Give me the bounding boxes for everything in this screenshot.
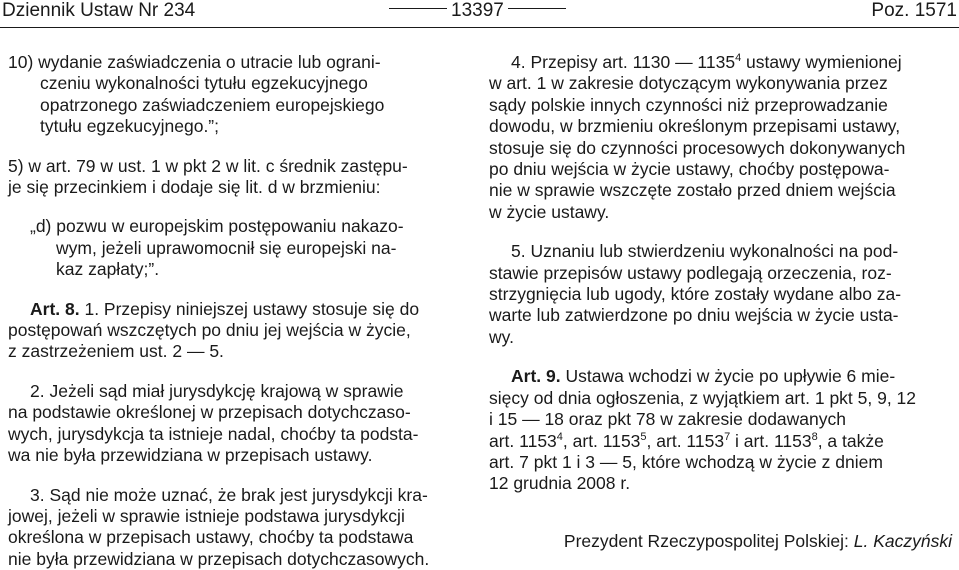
superscript: 4 [557, 431, 563, 443]
text-span: 1. Przepisy niniejszej ustawy stosuje się do [80, 299, 419, 319]
text-line: sięcy od dnia ogłoszenia, z wyjątkiem art. 1 pkt 5, 9, 12 [489, 388, 952, 409]
text-line: wy. [489, 327, 952, 348]
text-line: stawie przepisów ustawy podlegają orzeczenia, roz- [489, 263, 952, 284]
text-span: ustawy wymienionej [741, 52, 901, 72]
text-line: jowej, jeżeli w sprawie istnieje podstawa jurysdykcji [8, 506, 467, 527]
text-line: 5) w art. 79 w ust. 1 w pkt 2 w lit. c średnik zastępu- [8, 156, 467, 177]
text-line: po dniu wejścia w życie ustawy, choćby postępowa- [489, 159, 952, 180]
text-line: je się przecinkiem i dodaje się lit. d w brzmieniu: [8, 177, 467, 198]
text-line [489, 52, 952, 73]
article-label: Art. 9. [511, 366, 561, 386]
text-line: i 15 — 18 oraz pkt 78 w zakresie dodawanych [489, 409, 952, 430]
text-span: Ustawa wchodzi w życie po upływie 6 mie- [561, 366, 896, 386]
letter-d [8, 216, 467, 280]
paragraph-2 [8, 381, 467, 467]
superscript: 4 [735, 52, 741, 64]
text-line: tytułu egzekucyjnego.”; [8, 116, 467, 137]
header-rule [0, 27, 959, 28]
text-line: w art. 1 w zakresie dotyczącym wykonywania przez [489, 73, 952, 94]
text-line: warte lub zatwierdzone po dniu wejścia w życie usta- [489, 305, 952, 326]
text-line: sądy polskie innych czynności niż przeprowadzanie [489, 95, 952, 116]
text-line: dowodu, w brzmieniu określonym przepisami ustawy, [489, 116, 952, 137]
page-number-text: 13397 [451, 0, 504, 21]
text-line: stosuje się do czynności procesowych dokonywanych [489, 138, 952, 159]
text-line: z zastrzeżeniem ust. 2 — 5. [8, 341, 467, 362]
signature-prefix: Prezydent Rzeczypospolitej Polskiej: [564, 531, 854, 551]
article-8 [8, 299, 467, 363]
text-line: wych, jurysdykcja ta istnieje nadal, choćby ta podsta- [8, 424, 467, 445]
superscript: 8 [812, 431, 818, 443]
text-span: , art. 1153 [563, 431, 641, 451]
superscript: 5 [640, 431, 646, 443]
text-line [489, 431, 952, 452]
dash-left [389, 8, 447, 9]
text-span: , art. 1153 [647, 431, 725, 451]
text-line: w życie ustawy. [489, 202, 952, 223]
text-line: 10) wydanie zaświadczenia o utracie lub ograni- [8, 52, 467, 73]
point-10 [8, 52, 467, 138]
article-9 [489, 366, 952, 494]
text-line [8, 299, 467, 320]
article-label: Art. 8. [30, 299, 80, 319]
text-line: postępowań wszczętych po dniu jej wejścia w życie, [8, 320, 467, 341]
text-line: określona w przepisach ustawy, choćby ta podstawa [8, 527, 467, 548]
paragraph-4 [489, 52, 952, 223]
text-line: opatrzonego zaświadczeniem europejskiego [8, 95, 467, 116]
text-span: i art. 1153 [730, 431, 811, 451]
page-header [0, 0, 959, 24]
text-span: 4. Przepisy art. 1130 — 1135 [511, 52, 735, 72]
dash-right [508, 8, 566, 9]
position-number: Poz. 1571 [871, 0, 957, 22]
text-line: 2. Jeżeli sąd miał jurysdykcję krajową w sprawie [8, 381, 467, 402]
text-line: czeniu wykonalności tytułu egzekucyjnego [8, 73, 467, 94]
signature [489, 531, 952, 552]
text-line: nie była przewidziana w przepisach dotychczasowych. [8, 549, 467, 570]
text-line: kaz zapłaty;”. [8, 259, 467, 280]
text-line: strzygnięcia lub ugody, które zostały wydane albo za- [489, 284, 952, 305]
page-number [385, 0, 560, 22]
text-line: art. 7 pkt 1 i 3 — 5, które wchodzą w życie z dniem [489, 452, 952, 473]
text-line [489, 366, 952, 387]
right-column [489, 52, 952, 552]
signature-name: L. Kaczyński [854, 531, 952, 551]
text-line: 12 grudnia 2008 r. [489, 473, 952, 494]
paragraph-5 [489, 241, 952, 348]
text-line: 5. Uznaniu lub stwierdzeniu wykonalności na pod- [489, 241, 952, 262]
text-line: „d) pozwu w europejskim postępowaniu nakazo- [8, 216, 467, 237]
left-column [8, 52, 467, 570]
text-span: , a także [818, 431, 884, 451]
text-line: nie w sprawie wszczęte zostało przed dniem wejścia [489, 180, 952, 201]
text-line: 3. Sąd nie może uznać, że brak jest jurysdykcji kra- [8, 485, 467, 506]
point-5 [8, 156, 467, 199]
journal-title: Dziennik Ustaw Nr 234 [2, 0, 195, 22]
text-span: art. 1153 [489, 431, 557, 451]
text-line: wym, jeżeli uprawomocnił się europejski na- [8, 238, 467, 259]
paragraph-3 [8, 485, 467, 570]
text-line: wa nie była przewidziana w przepisach ustawy. [8, 445, 467, 466]
text-line: na podstawie określonej w przepisach dotychczaso- [8, 402, 467, 423]
superscript: 7 [724, 431, 730, 443]
